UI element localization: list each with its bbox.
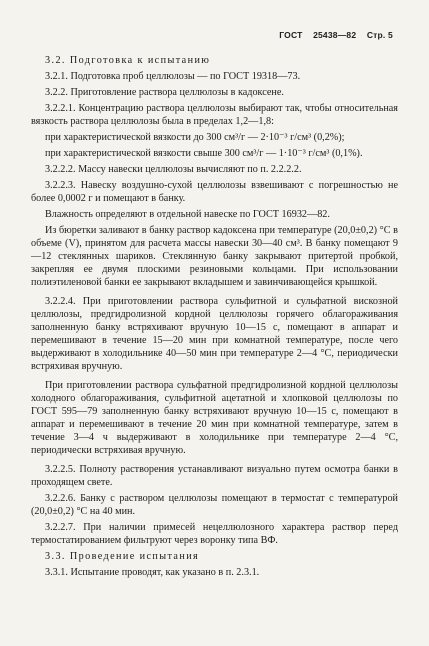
paragraph: 3.2.2.1. Концентрацию раствора целлюлозы выбирают так, чтобы относительная вязкость раствора целлюлозы была в пределах 1,2—1,8: <box>31 103 398 127</box>
header-standard: ГОСТ <box>279 30 303 40</box>
paragraph: 3.2.2.5. Полноту растворения устанавливают визуально путем осмотра банки в проходящем свете. <box>31 464 398 488</box>
header-page-label: Стр. 5 <box>366 30 393 40</box>
paragraph: при характеристической вязкости свыше 300 см³/г — 1·10⁻³ г/см³ (0,1%). <box>45 148 363 159</box>
paragraph: 3.2.2.3. Навеску воздушно-сухой целлюлозы взвешивают с погрешностью не более 0,0002 г и помещают в банку. <box>31 180 398 204</box>
paragraph: 3.2.2. Приготовление раствора целлюлозы в кадоксене. <box>45 87 284 98</box>
paragraph: Влажность определяют в отдельной навеске по ГОСТ 16932—82. <box>45 209 330 220</box>
paragraph: при характеристической вязкости до 300 см³/г — 2·10⁻³ г/см³ (0,2%); <box>45 132 345 143</box>
header-number: 25438—82 <box>313 30 357 40</box>
page-header <box>271 30 393 40</box>
section-heading: 3.2. Подготовка к испытанию <box>45 55 211 66</box>
paragraph: При приготовлении раствора сульфатной предгидролизной кордной целлюлозы холодного облагораживания, сульфитной ацетатной и хлопковой целлюлозы по ГОСТ 595—79 заполненную банку встряхивают вручную 10—15 с, помещают в аппарат и перемешивают в течение 20 мин при комнатной температуре, затем в течение 3—4 ч выдерживают в холодильнике при температуре 2—4 °С, периодически встряхивая вручную. <box>31 380 398 456</box>
paragraph: 3.2.2.4. При приготовлении раствора сульфитной и сульфатной вискозной целлюлозы, предгидролизной кордной целлюлозы горячего облагораживания заполненную банку встряхивают вручную 10—15 с, помещают в аппарат и перемешивают в течение 15—20 мин при комнатной температуре, после чего выдерживают в холодильнике 40—50 мин при температуре 2—4 °С, периодически встряхивая вручную. <box>31 296 398 372</box>
paragraph: 3.3.1. Испытание проводят, как указано в п. 2.3.1. <box>45 567 260 578</box>
paragraph: 3.2.2.2. Массу навески целлюлозы вычисляют по п. 2.2.2.2. <box>45 164 302 175</box>
section-heading: 3.3. Проведение испытания <box>45 551 200 562</box>
paragraph: 3.2.2.7. При наличии примесей нецеллюлозного характера раствор перед термостатированием фильтруют через воронку типа ВФ. <box>31 522 398 546</box>
paragraph: Из бюретки заливают в банку раствор кадоксена при температуре (20,0±0,2) °С в объеме (V), принятом для расчета массы навески 30—40 см³. В банку помещают 9—12 стеклянных шариков. Стеклянную банку закрывают притертой пробкой, закрепляя ее двумя плоскими резиновыми кольцами. При использовании полиэтиленовой банки ее закрывают вкладышем и завинчивающейся крышкой. <box>31 225 398 288</box>
paragraph: 3.2.1. Подготовка проб целлюлозы — по ГОСТ 19318—73. <box>45 71 301 82</box>
paragraph: 3.2.2.6. Банку с раствором целлюлозы помещают в термостат с температурой (20,0±0,2) °С на 40 мин. <box>31 493 398 517</box>
document-body <box>31 54 398 579</box>
